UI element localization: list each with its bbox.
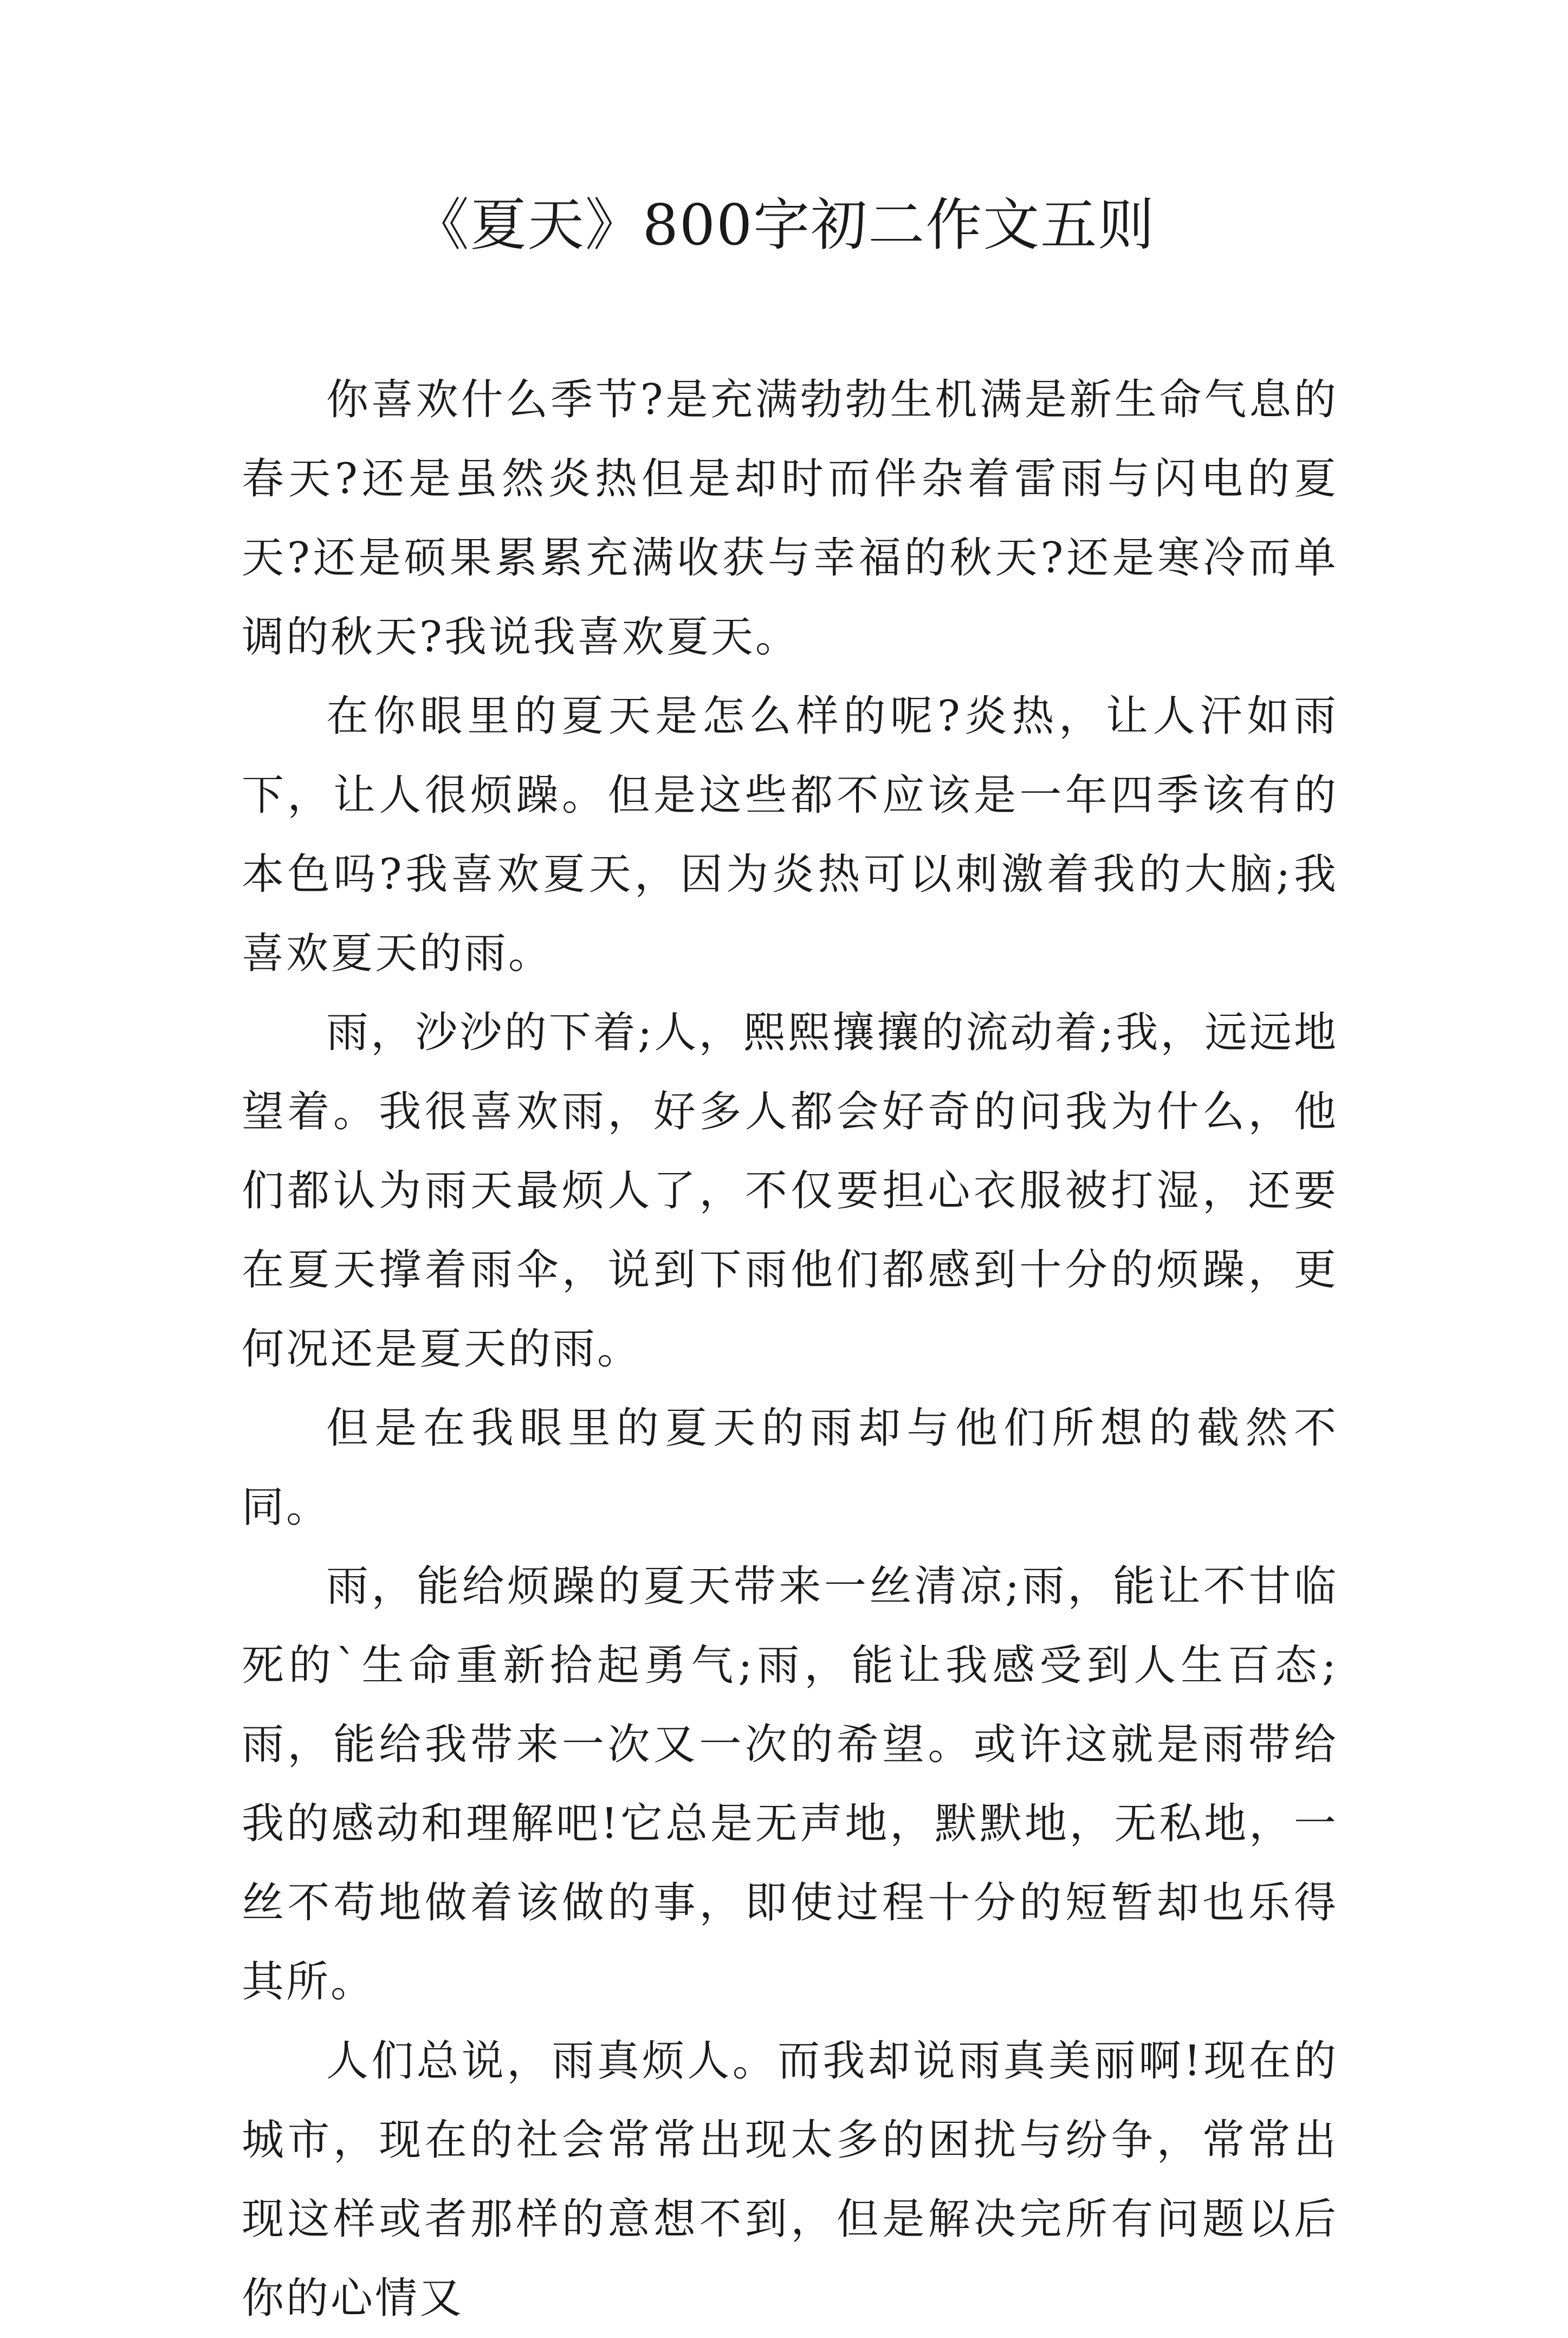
paragraph: 在你眼里的夏天是怎么样的呢?炎热，让人汗如雨下，让人很烦躁。但是这些都不应该是一年四季该有的本色吗?我喜欢夏天，因为炎热可以刺激着我的大脑;我喜欢夏天的雨。 [242, 692, 1338, 978]
paragraph: 人们总说，雨真烦人。而我却说雨真美丽啊!现在的城市，现在的社会常常出现太多的困扰与纷争，常常出现这样或者那样的意想不到，但是解决完所有问题以后你的心情又 [242, 2037, 1338, 2323]
paragraph: 你喜欢什么季节?是充满勃勃生机满是新生命气息的春天?还是虽然炎热但是却时而伴杂着雷雨与闪电的夏天?还是硕果累累充满收获与幸福的秋天?还是寒冷而单调的秋天?我说我喜欢夏天。 [242, 375, 1338, 662]
paragraph: 但是在我眼里的夏天的雨却与他们所想的截然不同。 [242, 1404, 1338, 1532]
paragraph: 雨，沙沙的下着;人，熙熙攘攘的流动着;我，远远地望着。我很喜欢雨，好多人都会好奇的问我为什么，他们都认为雨天最烦人了，不仅要担心衣服被打湿，还要在夏天撑着雨伞，说到下雨他们都感到十分的烦躁，更何况还是夏天的雨。 [242, 1008, 1338, 1374]
document-title: 《夏天》800字初二作文五则 [412, 192, 1156, 258]
document-body [242, 360, 1338, 2338]
paragraph: 雨，能给烦躁的夏天带来一丝清凉;雨，能让不甘临死的`生命重新拾起勇气;雨，能让我感受到人生百态;雨，能给我带来一次又一次的希望。或许这就是雨带给我的感动和理解吧!它总是无声地，默默地，无私地，一丝不苟地做着该做的事，即使过程十分的短暂却也乐得其所。 [242, 1562, 1338, 2006]
